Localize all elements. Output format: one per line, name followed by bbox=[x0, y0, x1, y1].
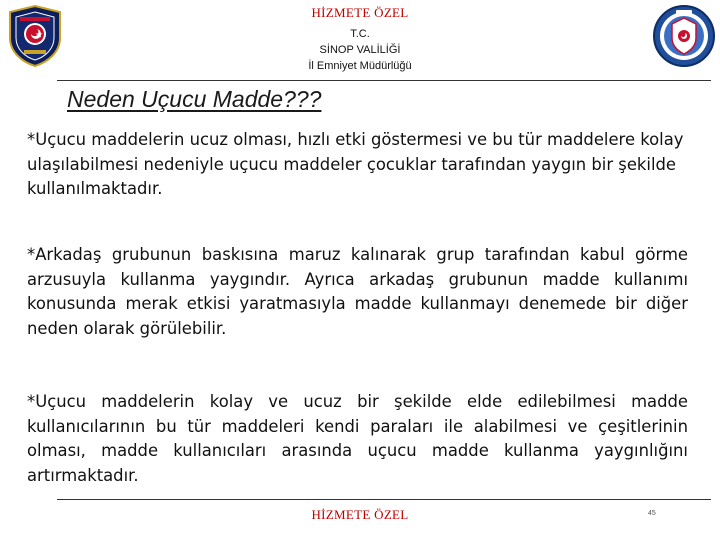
classification-label-top: HİZMETE ÖZEL bbox=[311, 5, 409, 20]
header-org-lines bbox=[0, 26, 720, 74]
slide-title: Neden Uçucu Madde??? bbox=[67, 86, 322, 112]
footer-divider bbox=[57, 499, 711, 500]
classification-label-bottom: HİZMETE ÖZEL bbox=[311, 507, 409, 522]
paragraph-3: *Uçucu maddelerin kolay ve ucuz bir şekilde elde edilebilmesi madde kullanıcılarının bu tür maddeleri kendi paraları ile alabilmesi ve çeşitlerinin olması, madde kullanıcıları arasında uçucu madde kullanma yaygınlığını artırmaktadır. bbox=[27, 392, 688, 485]
header-divider bbox=[57, 80, 711, 81]
header-line-directorate: İl Emniyet Müdürlüğü bbox=[308, 60, 412, 72]
paragraph-1: *Uçucu maddelerin ucuz olması, hızlı etki göstermesi ve bu tür maddelere kolay ulaşılabilmesi nedeniyle uçucu maddeler çocuklar tarafından yaygın bir şekilde kullanılmaktadır. bbox=[27, 130, 684, 198]
header-line-state: T.C. bbox=[350, 28, 370, 40]
header-line-governorship: SİNOP VALİLİĞİ bbox=[319, 44, 401, 56]
page-number: 45 bbox=[648, 510, 656, 517]
paragraph-2: *Arkadaş grubunun baskısına maruz kalınarak grup tarafından kabul görme arzusuyla kullanma yaygındır. Ayrıca arkadaş grubunun madde kullanımı konusunda merak etkisi yaratmasıyla madde kullanmayı denemede bir diğer neden olarak görülebilir. bbox=[27, 245, 688, 338]
